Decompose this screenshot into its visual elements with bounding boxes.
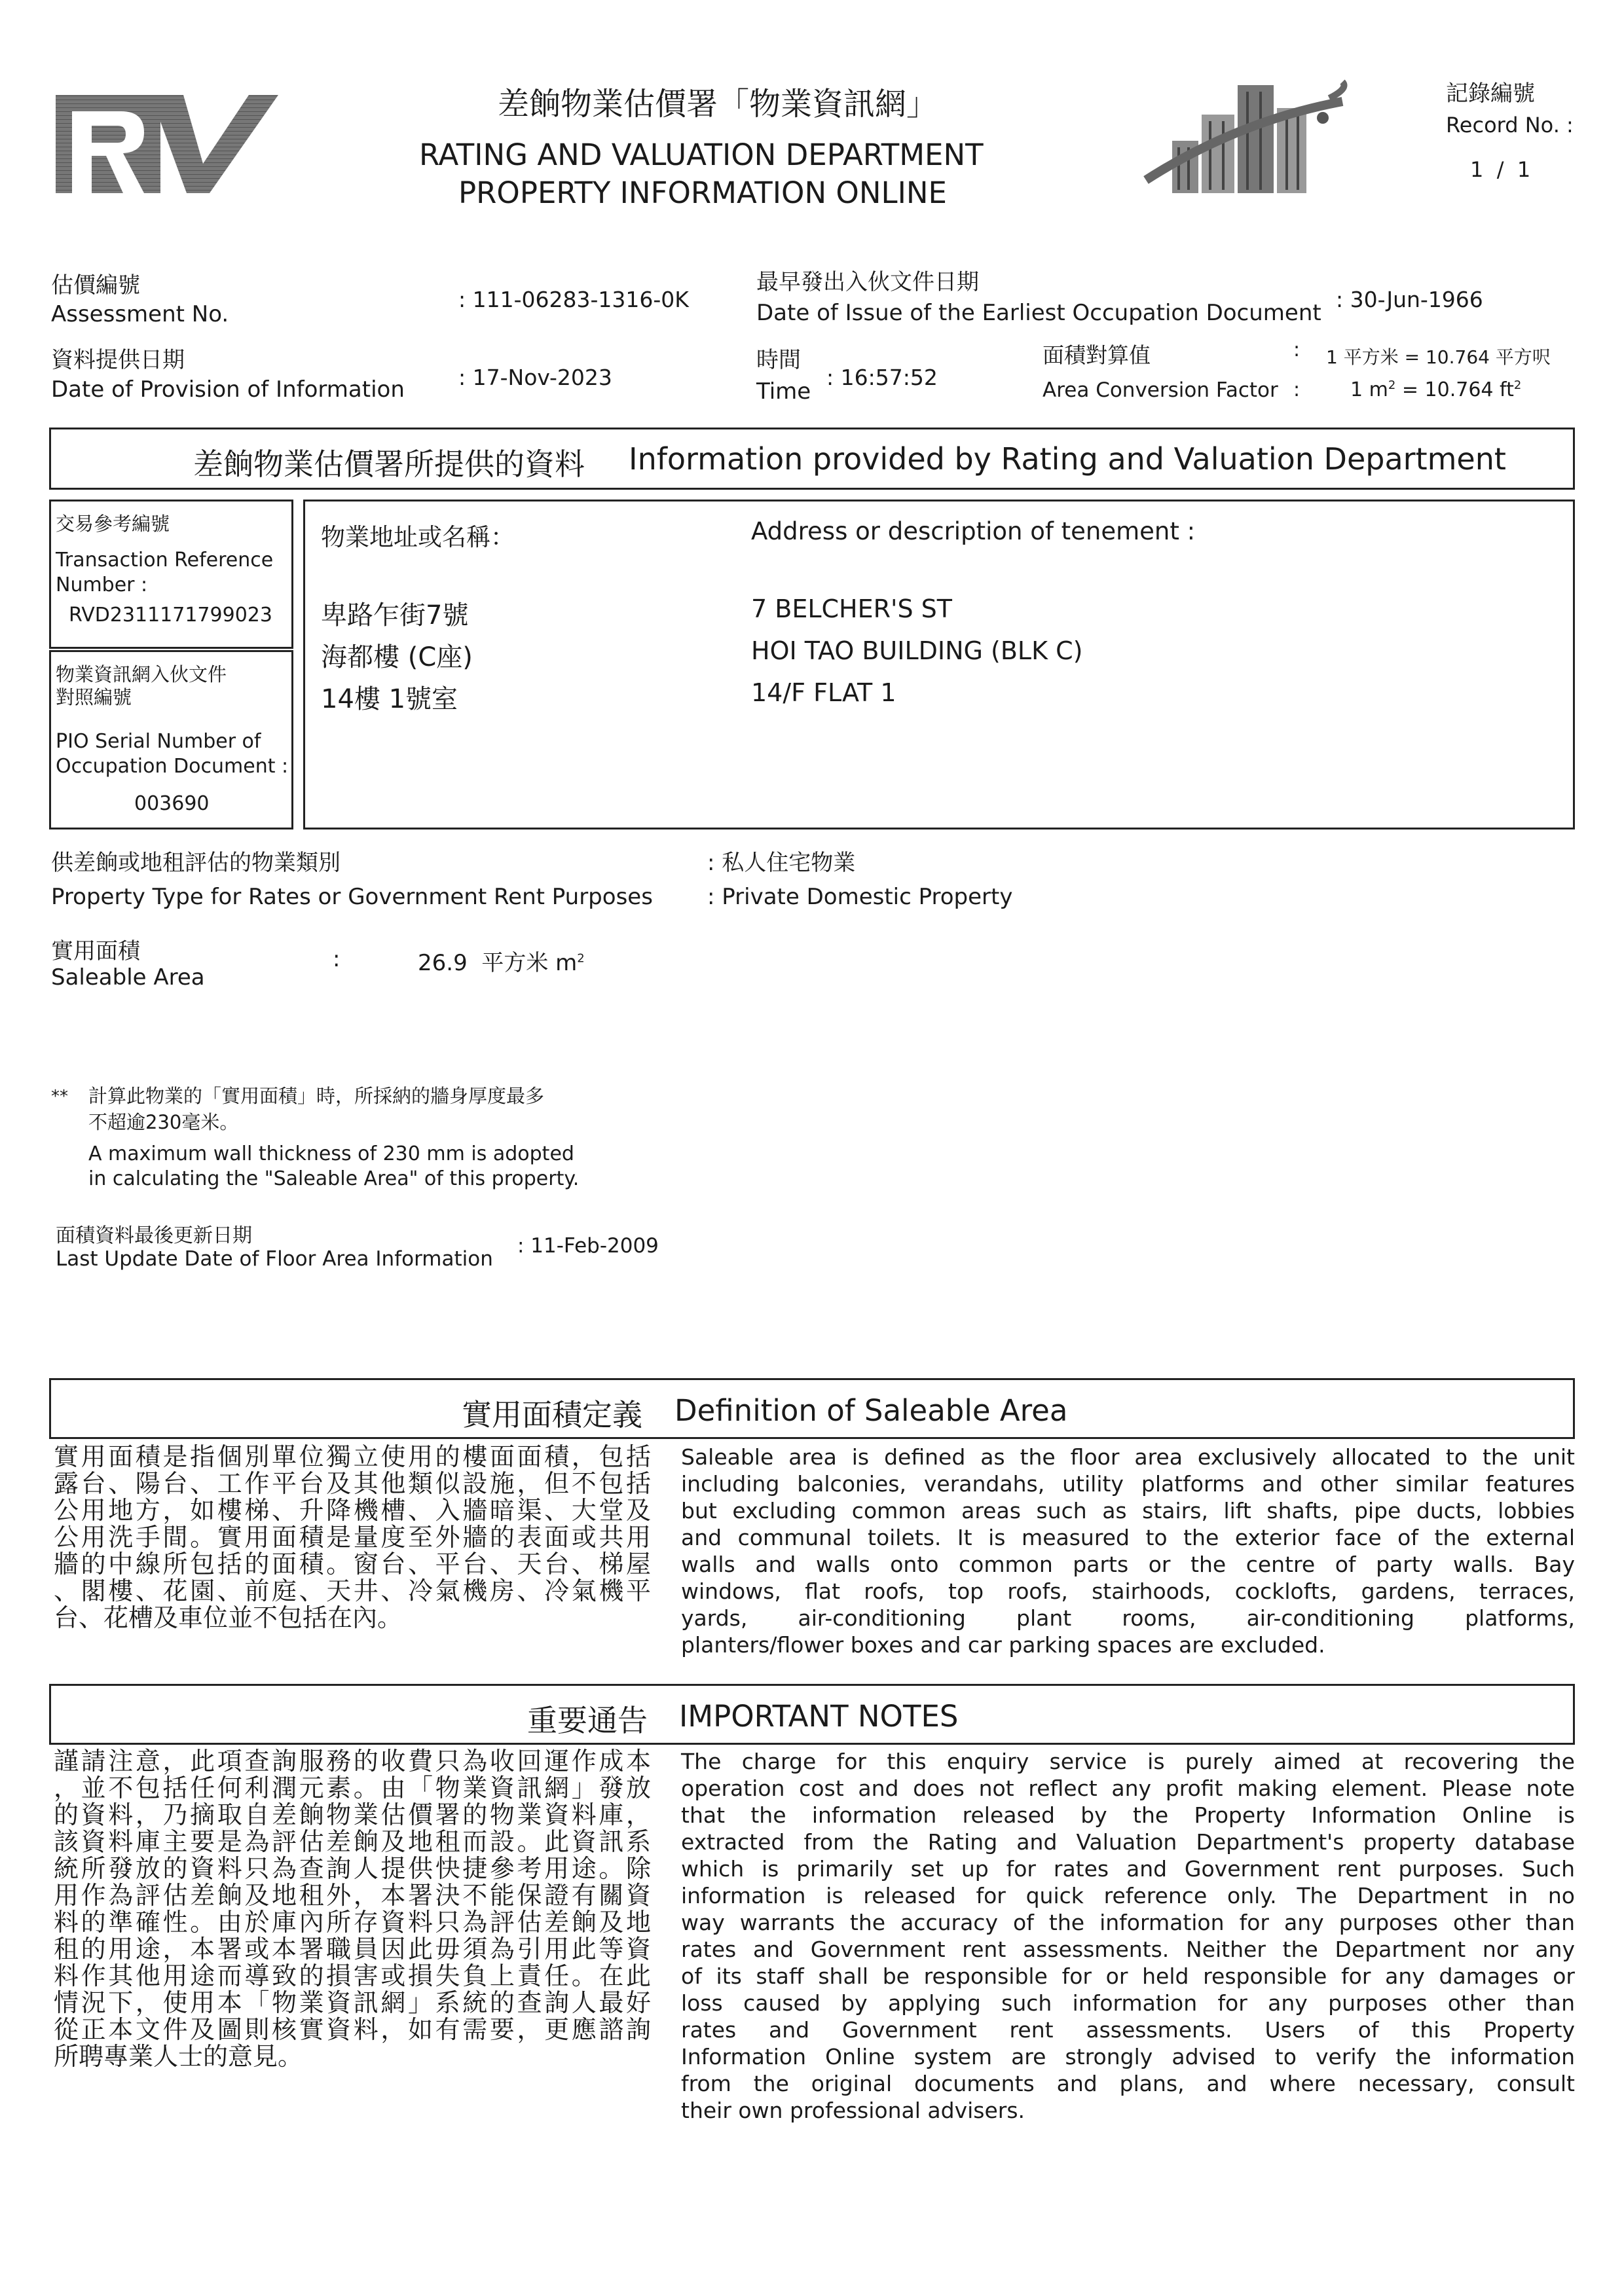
rv-logo-icon xyxy=(52,92,282,196)
assessment-label-en: Assessment No. xyxy=(51,301,229,327)
saleable-area-colon: : xyxy=(333,946,341,972)
conversion-value-en: 1 $m^2 = 10.764$ $ft^2$ xyxy=(1350,378,1522,401)
pio-label-zh-1: 物業資訊網入伙文件 xyxy=(56,663,227,685)
transaction-label-zh: 交易參考編號 xyxy=(56,513,170,535)
address-zh-line-3: 14樓 1號室 xyxy=(321,684,458,714)
provision-value: : 17-Nov-2023 xyxy=(458,365,612,390)
assessment-label-zh: 估價編號 xyxy=(51,272,140,299)
property-type-label-zh: 供差餉或地租評估的物業類別 xyxy=(51,850,341,876)
address-label-en: Address or description of tenement : xyxy=(751,517,1196,545)
definition-zh-text: 實用面積是指個別單位獨立使用的樓面面積，包括 露台、陽台、工作平台及其他類似設施，但不包括 公用地方，如樓梯、升降機槽、入牆暗渠、大堂及 公用洗手間。實用面積是量度至外牆的表面或共用 牆的中線所包括的面積。窗台、平台、天台、梯屋 、閣樓、花園、前庭、天井、冷氣機房、冷氣機平 台、花槽及車位並不包括在內。 xyxy=(54,1442,651,1632)
update-label-zh: 面積資料最後更新日期 xyxy=(56,1224,252,1247)
time-label-zh: 時間 xyxy=(756,347,801,373)
assessment-value: : 111-06283-1316-0K xyxy=(458,287,689,312)
wall-note-mark: ** xyxy=(51,1087,68,1106)
conversion-value-zh: 1 平方米 = 10.764 平方呎 xyxy=(1326,346,1551,368)
conversion-label-zh: 面積對算值 xyxy=(1043,342,1151,368)
notes-heading-en: IMPORTANT NOTES xyxy=(679,1699,959,1734)
pio-label-en-2: Occupation Document : xyxy=(56,755,289,778)
time-label-en: Time xyxy=(756,378,811,405)
pio-value: 003690 xyxy=(134,792,210,815)
property-type-label-en: Property Type for Rates or Government Rent Purposes xyxy=(51,884,653,910)
notes-heading-zh: 重要通告 xyxy=(527,1703,648,1738)
provision-label-en: Date of Provision of Information xyxy=(51,376,405,403)
pio-label-en-1: PIO Serial Number of xyxy=(56,730,261,753)
notes-en-text: The charge for this enquiry service is purely aimed at recovering the operation cost and does not reflect any profit making element. Please note that the information released by the Property Information Online is extracted from the Rating and Valuation Department's property database which is primarily set up for rates and Government rent purposes. Such information is released for quick reference only. The Department in no way warrants the accuracy of the information for any purposes other than rates and Government rent assessments. Neither the Department nor any of its staff shall be responsible for or held responsible for any damages or loss caused by applying such information for any purposes other than rates and Government rent assessments. Users of this Property Information Online system are strongly advised to verify the information from the original documents and plans, and where necessary, consult their own professional advisers. xyxy=(681,1749,1575,2123)
record-value: 1 / 1 xyxy=(1470,157,1531,182)
transaction-label-en-1: Transaction Reference xyxy=(56,549,274,572)
record-label-zh: 記錄編號 xyxy=(1446,81,1535,107)
notes-zh-text: 謹請注意，此項查詢服務的收費只為收回運作成本 ，並不包括任何利潤元素。由「物業資訊網」發放 的資料，乃摘取自差餉物業估價署的物業資料庫， 該資料庫主要是為評估差餉及地租而設。此資訊系 統所發放的資料只為查詢人提供快捷參考用途。除 用作為評估差餉及地租外，本署決不能保證有關資 料的準確性。由於庫內所存資料只為評估差餉及地 租的用途，本署或本署職員因此毋須為引用此等資 料作其他用途而導致的損害或損失負上責任。在此 情況下，使用本「物業資訊網」系統的查詢人最好 從正本文件及圖則核實資料，如有需要，更應諮詢 所聘專業人士的意見。 xyxy=(54,1747,651,2071)
transaction-label-en-2: Number : xyxy=(56,574,148,596)
update-value: : 11-Feb-2009 xyxy=(517,1234,659,1258)
saleable-area-label-zh: 實用面積 xyxy=(51,938,140,964)
info-heading-en: Information provided by Rating and Valuation Department xyxy=(629,441,1506,477)
address-en-line-1: 7 BELCHER'S ST xyxy=(751,594,953,623)
address-en-line-2: HOI TAO BUILDING (BLK C) xyxy=(751,636,1083,665)
time-value: : 16:57:52 xyxy=(826,365,938,390)
record-label-en: Record No. : xyxy=(1446,113,1574,137)
occupation-value: : 30-Jun-1966 xyxy=(1336,287,1483,312)
pio-logo xyxy=(1133,69,1356,200)
saleable-area-label-en: Saleable Area xyxy=(51,964,205,991)
conversion-colon-2: : xyxy=(1293,378,1301,401)
address-zh-line-1: 卑路乍街7號 xyxy=(321,600,469,630)
definition-heading-en: Definition of Saleable Area xyxy=(674,1393,1068,1428)
title-en-2: PROPERTY INFORMATION ONLINE xyxy=(458,175,947,210)
conversion-colon-1: : xyxy=(1293,338,1301,361)
wall-note-en-1: A maximum wall thickness of 230 mm is adopted xyxy=(88,1142,574,1165)
buildings-logo-icon xyxy=(1133,69,1356,200)
info-heading-zh: 差餉物業估價署所提供的資料 xyxy=(193,446,585,482)
conversion-label-en: Area Conversion Factor xyxy=(1043,378,1278,402)
saleable-area-value: 26.9 平方米 $m^2$ xyxy=(418,950,585,976)
address-zh-line-2: 海都樓 (C座) xyxy=(321,642,473,672)
occupation-label-en: Date of Issue of the Earliest Occupation Document xyxy=(756,300,1321,326)
title-en-1: RATING AND VALUATION DEPARTMENT xyxy=(419,137,984,172)
provision-label-zh: 資料提供日期 xyxy=(51,347,185,373)
wall-note-en-2: in calculating the "Saleable Area" of this property. xyxy=(88,1167,580,1190)
pio-label-zh-2: 對照編號 xyxy=(56,686,132,708)
definition-en-text: Saleable area is defined as the floor area exclusively allocated to the unit including balconies, verandahs, utility platforms and other similar features but excluding common areas such as stairs, lift shafts, pipe ducts, lobbies and communal toilets. It is measured to the exterior face of the external walls and walls onto common parts or the centre of party walls. Bay windows, flat roofs, top roofs, stairhoods, cocklofts, gardens, terraces, yards, air-conditioning plant rooms, air-conditioning platforms, planters/flower boxes and car parking spaces are excluded. xyxy=(681,1444,1575,1658)
rv-logo xyxy=(52,92,282,196)
wall-note-zh-2: 不超逾230毫米。 xyxy=(88,1111,239,1133)
property-type-value-zh: : 私人住宅物業 xyxy=(707,850,856,876)
definition-heading-zh: 實用面積定義 xyxy=(462,1397,642,1432)
property-type-value-en: : Private Domestic Property xyxy=(707,884,1013,910)
title-zh: 差餉物業估價署「物業資訊網」 xyxy=(498,86,938,122)
occupation-label-zh: 最早發出入伙文件日期 xyxy=(756,269,979,295)
address-en-line-3: 14/F FLAT 1 xyxy=(751,678,896,707)
address-label-zh: 物業地址或名稱： xyxy=(321,523,515,551)
transaction-value: RVD2311171799023 xyxy=(69,604,272,627)
update-label-en: Last Update Date of Floor Area Information xyxy=(56,1247,493,1271)
wall-note-zh-1: 計算此物業的「實用面積」時，所採納的牆身厚度最多 xyxy=(88,1085,545,1107)
